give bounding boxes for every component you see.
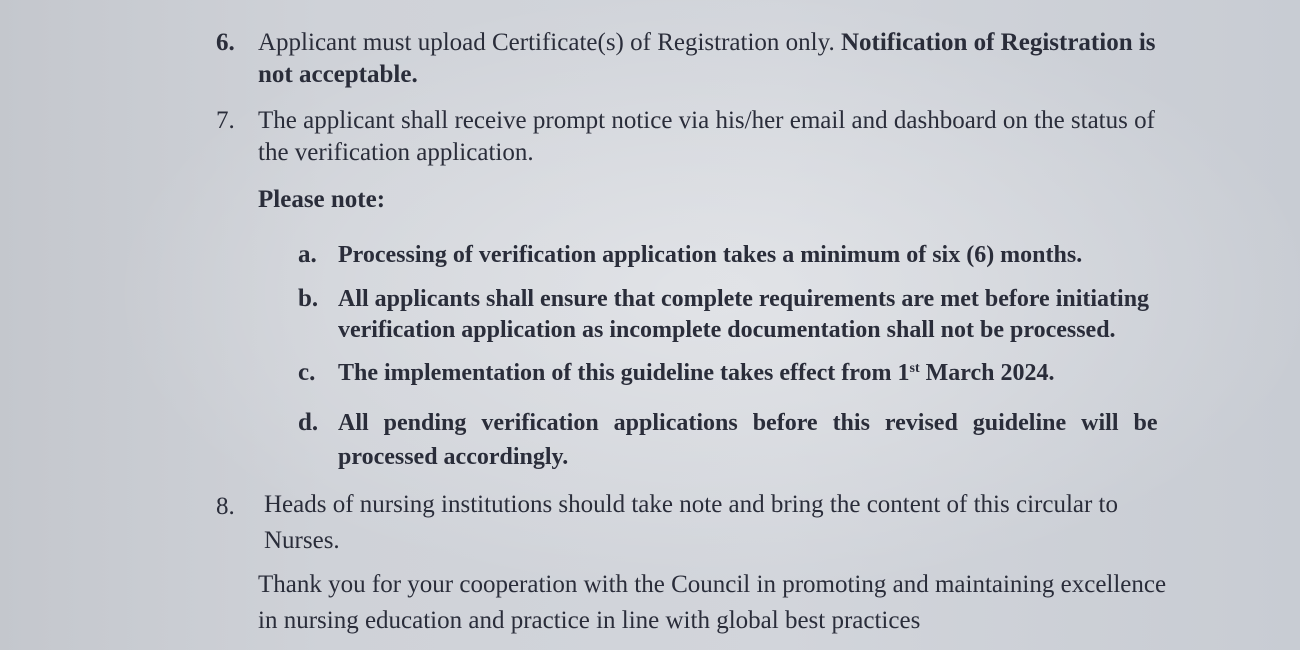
note-d-line-2: processed accordingly. [338,444,569,470]
item-6-number: 6. [216,29,235,56]
note-c-text: The implementation of this guideline takes effect from 1 [338,360,910,386]
item-6-text: Applicant must upload Certificate(s) of Registration only. [258,29,835,56]
item-6-bold-text: Notification of Registration is [840,29,1156,56]
note-c-superscript: st [909,361,920,376]
item-8-line-2: Nurses. [264,527,340,554]
closing-line-1: Thank you for your cooperation with the Council in promoting and maintaining excellence [258,571,1167,598]
note-c-line-1 [338,358,1055,388]
item-8-number: 8. [216,493,235,520]
item-7-line-1: The applicant shall receive prompt notice via his/her email and dashboard on the status of [258,107,1155,134]
note-b-line-1: All applicants shall ensure that complete requirements are met before initiating [338,286,1150,312]
please-note-heading: Please note: [258,186,386,213]
note-a-letter: a. [298,241,317,268]
closing-line-2: in nursing education and practice in line with global best practices [258,607,921,634]
note-c-date: March 2024. [919,360,1055,386]
item-8-line-1: Heads of nursing institutions should take note and bring the content of this circular to [264,491,1119,518]
item-6-line-2: not acceptable. [258,61,418,88]
note-a-line-1: Processing of verification application takes a minimum of six (6) months. [338,242,1083,268]
item-7-line-2: the verification application. [258,139,534,166]
note-d-letter: d. [298,409,319,436]
item-7-number: 7. [216,107,235,134]
note-b-letter: b. [298,285,319,312]
note-d-line-1: All pending verification applications before this revised guideline will be [338,410,1158,436]
note-c-letter: c. [298,359,316,386]
note-b-line-2: verification application as incomplete documentation shall not be processed. [338,317,1116,343]
item-6-line-1 [258,28,1156,58]
